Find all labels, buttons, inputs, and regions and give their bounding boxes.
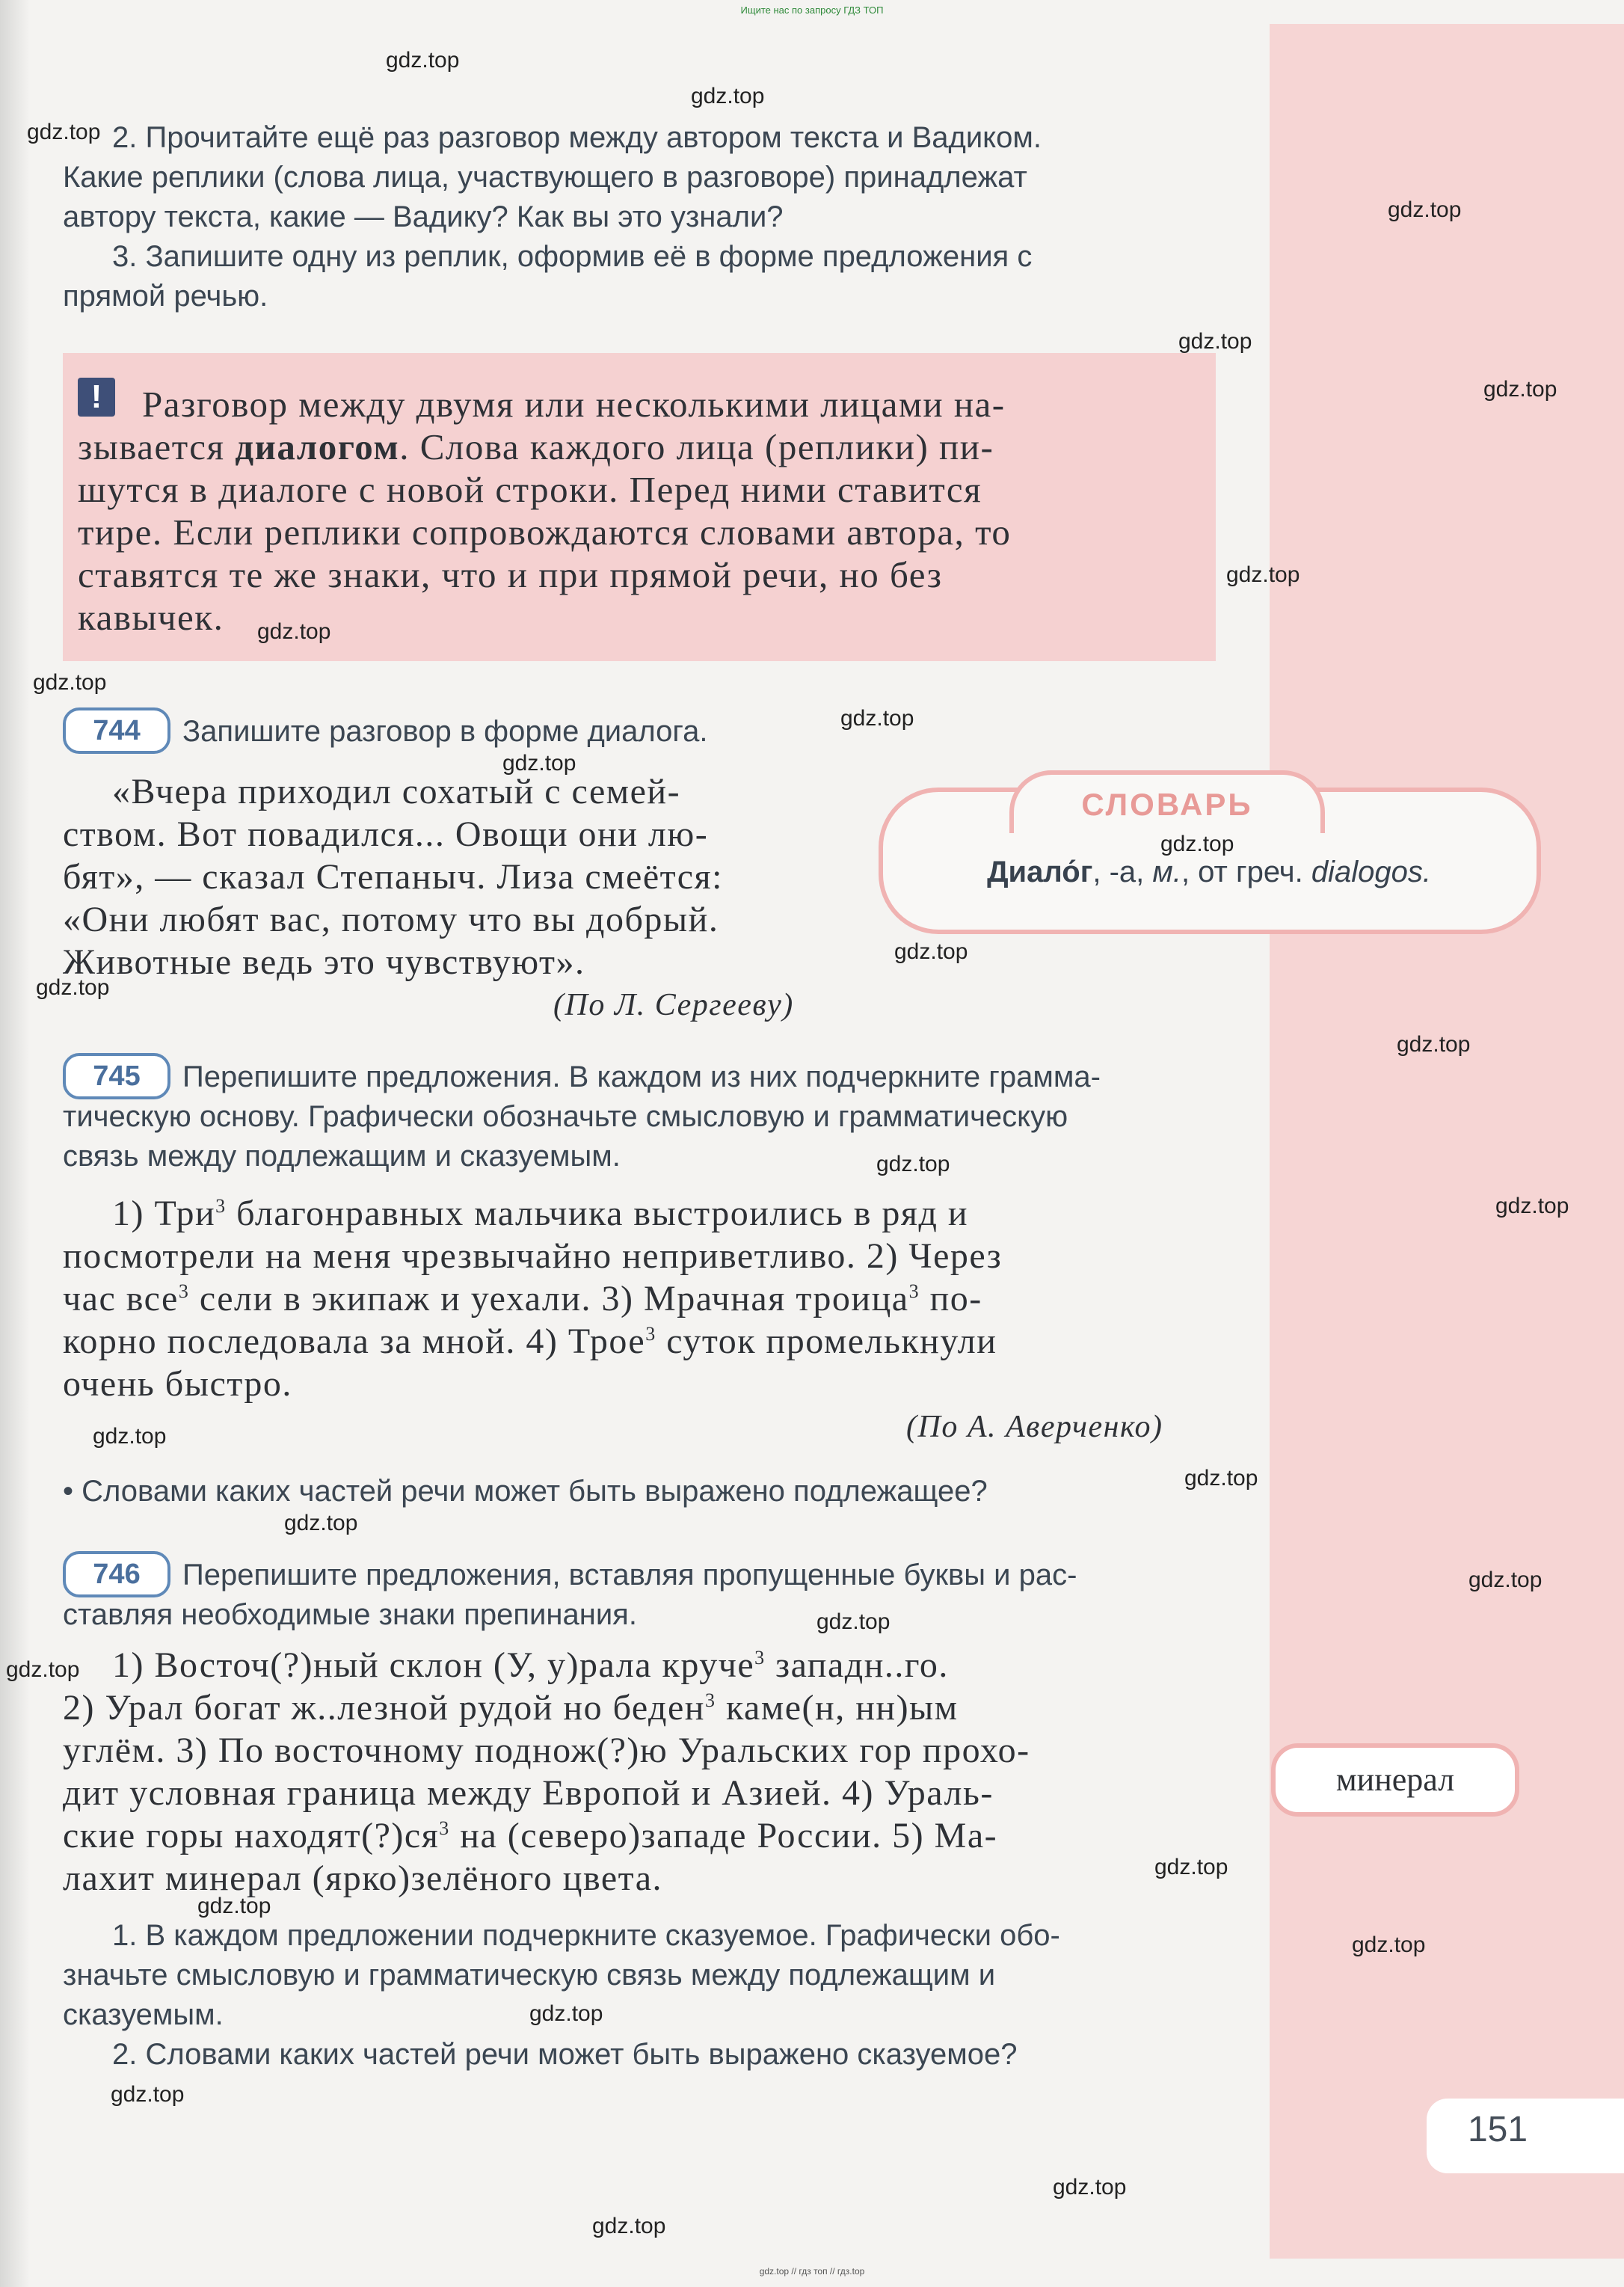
watermark: gdz.top (502, 751, 576, 776)
ex744-instruction: Запишите разговор в форме диалога. (182, 715, 708, 748)
ex745-source: (По А. Аверченко) (906, 1410, 1163, 1444)
rule-line: зывается диалогом. Слова каждого лица (реплики) пи- (78, 426, 994, 467)
exercise-number-746: 746 (63, 1551, 170, 1597)
q2-line: Какие реплики (слова лица, участвующего в разговоре) принадлежат (63, 161, 1027, 194)
ex745-text: 1) Три$^3$ благонравных мальчика выстроились в ряд и посмотрели на меня чрезвычайно неприветливо. 2) Через час все$^3$ сели в экипаж и уехали. 3) Мрачная троица$^3$ по- корно последовала за мной. 4) Трое$^3$ суток промелькнули очень быстро. (63, 1194, 1003, 1404)
watermark: gdz.top (691, 84, 765, 108)
q3-line: 3. Запишите одну из реплик, оформив её в форме предложения с (112, 240, 1033, 273)
watermark: gdz.top (1226, 562, 1300, 587)
dictionary-entry: Диало́г, -а, м., от греч. dialogos. (987, 856, 1431, 888)
watermark: gdz.top (840, 706, 914, 731)
rule-line: ставятся те же знаки, что и при прямой речи, но без (78, 554, 943, 595)
watermark: gdz.top (36, 975, 110, 1000)
watermark: gdz.top (1352, 1933, 1426, 1957)
rule-line: кавычек. (78, 597, 224, 638)
ex744-source: (По Л. Сергееву) (553, 988, 794, 1022)
watermark: gdz.top (257, 619, 331, 644)
watermark: gdz.top (876, 1152, 950, 1176)
ex744-line: Животные ведь это чувствуют». (63, 942, 585, 982)
watermark: gdz.top (93, 1424, 167, 1449)
watermark: gdz.top (1483, 377, 1557, 402)
ex745-instruction: Перепишите предложения. В каждом из них подчеркните грамма- тическую основу. Графически обозначьте смысловую и грамматическую связь между подлежащим и сказуемым. (63, 1060, 1101, 1173)
watermark: gdz.top (1388, 197, 1462, 222)
ex745-question: • Словами каких частей речи может быть выражено подлежащее? (63, 1475, 988, 1508)
rule-line: шутся в диалоге с новой строки. Перед ними ставится (78, 469, 982, 510)
watermark: gdz.top (1053, 2175, 1127, 2199)
watermark: gdz.top (1160, 832, 1234, 856)
task-intro (63, 118, 1214, 316)
page-fold-shadow (0, 0, 30, 2287)
watermark: gdz.top (1397, 1032, 1471, 1057)
rule-text (78, 383, 1011, 639)
watermark: gdz.top (529, 2001, 603, 2026)
q2-line: 2. Прочитайте ещё раз разговор между автором текста и Вадиком. (112, 121, 1042, 154)
watermark: gdz.top (27, 120, 101, 144)
watermark: gdz.top (197, 1894, 271, 1918)
ex744-line: «Они любят вас, потому что вы добрый. (63, 900, 719, 939)
exclamation-icon: ! (78, 378, 115, 417)
watermark: gdz.top (1495, 1194, 1569, 1218)
ex744-text (63, 770, 723, 983)
header-note: Ищите нас по запросу ГДЗ ТОП (740, 4, 884, 16)
watermark: gdz.top (1468, 1568, 1543, 1592)
ex746-text: 1) Восточ(?)ный склон (У, у)рала круче$^3$ западн..го. 2) Урал богат ж..лезной рудой но беден$^3$ каме(н, нн)ым углём. 3) По восточному поднож(?)ю Уральских гор прохо- дит условная граница между Европой и Азией. 4) Ураль- ские горы $находят(?)ся^3$ на (северо)западе России. 5) Ма- лахит минерал (ярко)зелёного цвета. (63, 1645, 1030, 1898)
watermark: gdz.top (284, 1511, 358, 1535)
margin-strip (1270, 24, 1624, 2259)
ex744-line: «Вчера приходил сохатый с семей- (112, 772, 681, 811)
watermark: gdz.top (1184, 1466, 1258, 1491)
rule-line: Разговор между двумя или несколькими лицами на- (142, 384, 1006, 425)
watermark: gdz.top (6, 1657, 80, 1682)
margin-word: минерал (1271, 1743, 1519, 1817)
watermark: gdz.top (111, 2082, 185, 2107)
q3-line: прямой речью. (63, 280, 268, 313)
exercise-number-745: 745 (63, 1053, 170, 1099)
ex744-line: бят», — сказал Степаныч. Лиза смеётся: (63, 857, 723, 897)
watermark: gdz.top (592, 2214, 666, 2238)
exercise-number-744: 744 (63, 707, 170, 754)
watermark: gdz.top (1178, 329, 1252, 354)
dictionary-word: Диало́г (987, 856, 1093, 888)
watermark: gdz.top (816, 1609, 891, 1634)
watermark: gdz.top (33, 670, 107, 695)
rule-line: тире. Если реплики сопровождаются словами автора, то (78, 512, 1012, 553)
footer-note: gdz.top // гдз топ // гдз.top (759, 2266, 865, 2277)
watermark: gdz.top (1154, 1855, 1228, 1879)
rule-term: диалогом (235, 426, 400, 467)
watermark: gdz.top (894, 939, 968, 964)
ex744-line: ством. Вот повадился... Овощи они лю- (63, 814, 709, 854)
dictionary-title: СЛОВАРЬ (1081, 787, 1253, 822)
page-number: 151 (1467, 2110, 1528, 2149)
ex746-tasks: 1. В каждом предложении подчеркните сказуемое. Графически обо- значьте смысловую и грамматическую связь между подлежащим и сказуемым. 2. Словами каких частей речи может быть выражено сказуемое? (63, 1919, 1060, 2071)
q2-line: автору текста, какие — Вадику? Как вы это узнали? (63, 200, 784, 233)
watermark: gdz.top (386, 48, 460, 73)
ex746-instruction: Перепишите предложения, вставляя пропущенные буквы и рас- ставляя необходимые знаки препинания. (63, 1559, 1077, 1631)
